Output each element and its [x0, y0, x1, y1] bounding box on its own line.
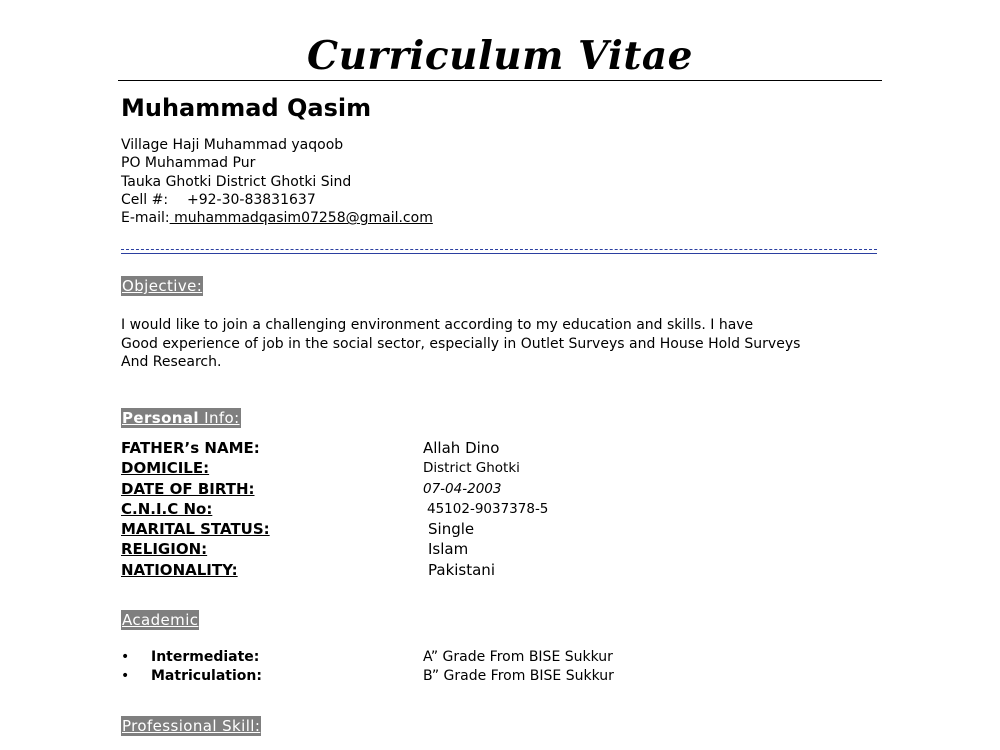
info-row-father [121, 438, 881, 458]
info-row-dob [121, 479, 881, 499]
academic-value-intermediate: A” Grade From BISE Sukkur [423, 649, 613, 665]
email-label: E-mail: [121, 210, 170, 227]
personal-info-heading [121, 408, 241, 428]
objective-heading: Objective: [122, 277, 203, 295]
title-divider [118, 80, 882, 81]
academic-label-matriculation: Matriculation: [151, 667, 262, 684]
academic-value-matriculation: B” Grade From BISE Sukkur [423, 667, 614, 684]
personal-heading-rest: Info: [198, 409, 240, 427]
academic-label-intermediate: Intermediate: [151, 649, 260, 665]
info-value-cnic: 45102-9037378-5 [427, 500, 549, 517]
cell-label: Cell #: [121, 191, 169, 208]
info-label-nationality: NATIONALITY: [121, 560, 238, 579]
info-label-marital: MARITAL STATUS: [121, 520, 270, 539]
academic-item-matriculation [121, 667, 881, 686]
contact-block [121, 136, 433, 227]
info-value-domicile: District Ghotki [423, 460, 520, 477]
info-row-cnic [121, 499, 881, 519]
document-title: Curriculum Vitae [307, 33, 693, 79]
info-row-marital [121, 519, 881, 539]
dashed-line [121, 249, 877, 250]
academic-list [121, 648, 881, 685]
info-row-domicile [121, 458, 881, 478]
info-value-marital: Single [428, 520, 475, 539]
bullet-icon: • [121, 667, 130, 684]
professional-skill-heading: Professional Skill: [122, 717, 261, 735]
link-underline [121, 253, 877, 254]
bullet-icon: • [121, 649, 130, 665]
personal-info-table [121, 438, 881, 580]
dashed-separator-link[interactable] [121, 240, 877, 256]
info-row-nationality [121, 560, 881, 580]
cell-number: +92-30-83831637 [187, 191, 316, 208]
candidate-name: Muhammad Qasim [121, 94, 372, 122]
email-link[interactable]: muhammadqasim07258@gmail.com [169, 210, 433, 227]
academic-heading: Academic [122, 611, 199, 629]
address-line-2: PO Muhammad Pur [121, 155, 256, 172]
info-value-nationality: Pakistani [428, 560, 495, 579]
objective-text [121, 316, 821, 372]
academic-item-intermediate [121, 648, 881, 667]
personal-heading-bold: Personal [122, 409, 199, 427]
info-label-dob: DATE OF BIRTH: [121, 479, 255, 498]
info-label-father: FATHER’s NAME: [121, 439, 260, 457]
cell-row [121, 191, 433, 209]
info-value-religion: Islam [428, 540, 469, 559]
info-row-religion [121, 539, 881, 559]
address-line-1: Village Haji Muhammad yaqoob [121, 137, 344, 153]
objective-line-2: Good experience of job in the social sector, especially in Outlet Surveys and House Hold Surveys [121, 335, 801, 352]
info-label-cnic: C.N.I.C No: [121, 499, 213, 518]
address-line-3: Tauka Ghotki District Ghotki Sind [121, 173, 352, 190]
email-row [121, 209, 433, 227]
info-label-domicile: DOMICILE: [121, 459, 210, 478]
info-label-religion: RELIGION: [121, 540, 208, 559]
objective-line-3: And Research. [121, 354, 222, 371]
info-value-father: Allah Dino [423, 439, 500, 457]
info-value-dob: 07-04-2003 [423, 480, 502, 497]
objective-line-1: I would like to join a challenging environment according to my education and skills. I have [121, 317, 754, 333]
